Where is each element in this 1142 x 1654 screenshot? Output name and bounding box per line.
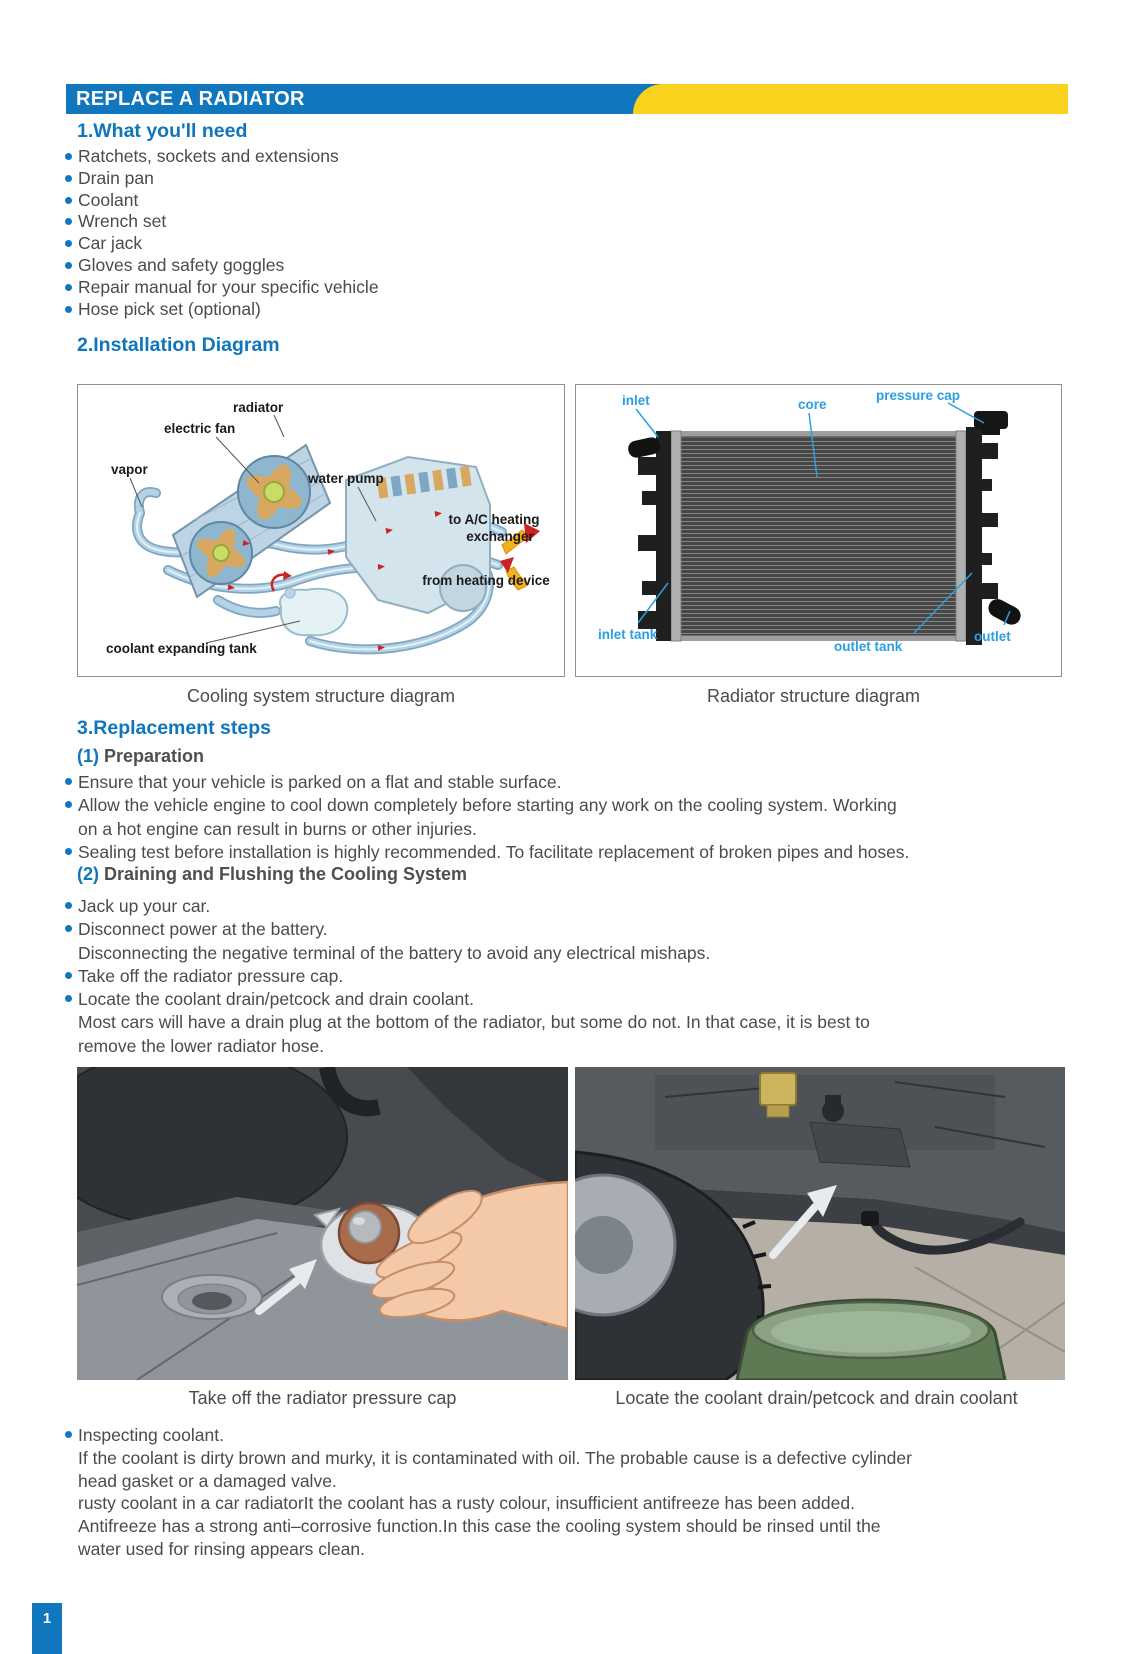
list-item-text: Car jack — [78, 233, 143, 254]
cooling-diagram-caption: Cooling system structure diagram — [186, 686, 456, 706]
step-line — [66, 895, 1076, 918]
step-text: Sealing test before installation is highly recommended. To facilitate replacement of broken pipes and hoses. — [78, 841, 910, 862]
label-to-ac-2: exchanger — [466, 529, 534, 544]
diagram-captions — [77, 686, 1062, 707]
filler-neck — [162, 1275, 262, 1319]
list-item — [66, 277, 1046, 299]
step-line — [66, 965, 1076, 988]
page-title: REPLACE A RADIATOR — [76, 88, 305, 110]
step-text: head gasket or a damaged valve. — [78, 1470, 337, 1491]
bullet-icon — [65, 240, 72, 247]
step-line — [66, 918, 1076, 941]
list-item-text: Gloves and safety goggles — [78, 254, 285, 275]
list-item — [66, 168, 1046, 190]
step-text: Locate the coolant drain/petcock and drain coolant. — [78, 989, 474, 1010]
preparation-steps — [66, 771, 1076, 864]
step-text: Allow the vehicle engine to cool down completely before starting any work on the cooling system. Working — [78, 795, 897, 816]
pressure-cap-illustration — [77, 1067, 568, 1380]
step-text: on a hot engine can result in burns or other injuries. — [78, 818, 477, 839]
label-from-heating: from heating device — [422, 573, 550, 588]
list-item — [66, 299, 1046, 321]
step2-heading — [77, 864, 467, 885]
label-vapor: vapor — [111, 462, 148, 477]
step-line — [66, 1035, 1076, 1058]
cooling-system-diagram — [77, 384, 565, 677]
pressure-cap-photo — [77, 1067, 568, 1380]
label-expanding-tank: coolant expanding tank — [106, 641, 257, 656]
bullet-icon — [65, 848, 72, 855]
step-line — [66, 1424, 1076, 1447]
step-line — [66, 942, 1076, 965]
step1-number: (1) — [77, 746, 99, 766]
label-water-pump: water pump — [308, 471, 384, 486]
list-item-text: Hose pick set (optional) — [78, 298, 261, 319]
step-text: If the coolant is dirty brown and murky, it is contaminated with oil. The probable cause is a defective cylinder — [78, 1447, 912, 1468]
label-outlet: outlet — [974, 629, 1011, 644]
step-line — [66, 1011, 1076, 1034]
step1-heading — [77, 746, 204, 767]
step-text: Take off the radiator pressure cap. — [78, 965, 344, 986]
step-line — [66, 794, 1076, 817]
step-line — [66, 1470, 1076, 1493]
list-item — [66, 146, 1046, 168]
step-line — [66, 1447, 1076, 1470]
step-line — [66, 1492, 1076, 1515]
bullet-icon — [65, 801, 72, 808]
label-radiator: radiator — [233, 400, 284, 415]
label-inlet-tank: inlet tank — [598, 627, 658, 642]
bullet-icon — [65, 1431, 72, 1438]
step1-title: Preparation — [104, 746, 205, 766]
bullet-icon — [65, 175, 72, 182]
bullet-icon — [65, 306, 72, 313]
tools-list — [66, 146, 1046, 320]
list-item-text: Wrench set — [78, 211, 167, 232]
step-line — [66, 988, 1076, 1011]
draining-steps — [66, 895, 1076, 1058]
step-text: Antifreeze has a strong anti–corrosive function.In this case the cooling system should be rinsed until the — [78, 1516, 881, 1537]
step-text: Ensure that your vehicle is parked on a flat and stable surface. — [78, 772, 562, 792]
bullet-icon — [65, 778, 72, 785]
step-text: Inspecting coolant. — [78, 1425, 224, 1445]
step-text: Disconnect power at the battery. — [78, 919, 328, 940]
label-to-ac-1: to A/C heating — [448, 512, 540, 527]
fan — [238, 456, 310, 528]
fan — [190, 522, 252, 584]
bullet-icon — [65, 153, 72, 160]
step-line — [66, 1515, 1076, 1538]
title-bar — [66, 84, 1068, 114]
list-item — [66, 255, 1046, 277]
step-text: Most cars will have a drain plug at the bottom of the radiator, but some do not. In that case, it is best to — [78, 1012, 870, 1033]
outlet-tank-part — [966, 411, 1024, 645]
drain-coolant-illustration — [575, 1067, 1065, 1380]
step-text: remove the lower radiator hose. — [78, 1035, 325, 1056]
list-item-text: Drain pan — [78, 167, 154, 188]
label-core: core — [798, 397, 827, 412]
pressure-cap-caption: Take off the radiator pressure cap — [188, 1388, 457, 1408]
label-electric-fan: electric fan — [164, 421, 236, 436]
list-item — [66, 233, 1046, 255]
list-item-text: Repair manual for your specific vehicle — [78, 276, 379, 297]
bullet-icon — [65, 925, 72, 932]
photo-row — [77, 1067, 1065, 1380]
label-inlet: inlet — [622, 393, 650, 408]
step-text: rusty coolant in a car radiatorIt the coolant has a rusty colour, insufficient antifreeze has been added. — [78, 1493, 855, 1514]
bucket — [737, 1300, 1005, 1380]
step-text: water used for rinsing appears clean. — [78, 1538, 365, 1559]
drain-coolant-photo — [575, 1067, 1065, 1380]
cooling-system-illustration — [78, 385, 564, 676]
step-text: Jack up your car. — [78, 896, 211, 916]
bullet-icon — [65, 995, 72, 1002]
diagram-row — [77, 384, 1062, 677]
inspect-coolant-paragraph — [66, 1424, 1076, 1561]
radiator-illustration — [576, 385, 1061, 676]
section3-heading: 3.Replacement steps — [77, 717, 272, 739]
list-item — [66, 190, 1046, 212]
list-item-text: Ratchets, sockets and extensions — [78, 146, 339, 166]
label-pressure-cap: pressure cap — [876, 388, 961, 403]
drain-coolant-caption: Locate the coolant drain/petcock and drain coolant — [615, 1388, 1018, 1408]
radiator-structure-diagram — [575, 384, 1062, 677]
step-line — [66, 818, 1076, 841]
label-outlet-tank: outlet tank — [834, 639, 903, 654]
step2-title: Draining and Flushing the Cooling System — [104, 864, 468, 884]
list-item — [66, 211, 1046, 233]
section2-heading: 2.Installation Diagram — [77, 334, 280, 356]
step-line — [66, 841, 1076, 864]
step-line — [66, 1538, 1076, 1561]
photo-captions — [77, 1388, 1065, 1409]
bullet-icon — [65, 197, 72, 204]
title-bar-yellow-accent — [633, 84, 1068, 114]
bullet-icon — [65, 972, 72, 979]
section1-heading: 1.What you'll need — [77, 120, 248, 142]
page-number-badge: 1 — [32, 1603, 62, 1654]
radiator-diagram-caption: Radiator structure diagram — [706, 686, 921, 706]
step2-number: (2) — [77, 864, 99, 884]
bullet-icon — [65, 284, 72, 291]
step-line — [66, 771, 1076, 794]
step-text: Disconnecting the negative terminal of the battery to avoid any electrical mishaps. — [78, 942, 711, 963]
bullet-icon — [65, 902, 72, 909]
bullet-icon — [65, 262, 72, 269]
bullet-icon — [65, 218, 72, 225]
list-item-text: Coolant — [78, 189, 139, 210]
